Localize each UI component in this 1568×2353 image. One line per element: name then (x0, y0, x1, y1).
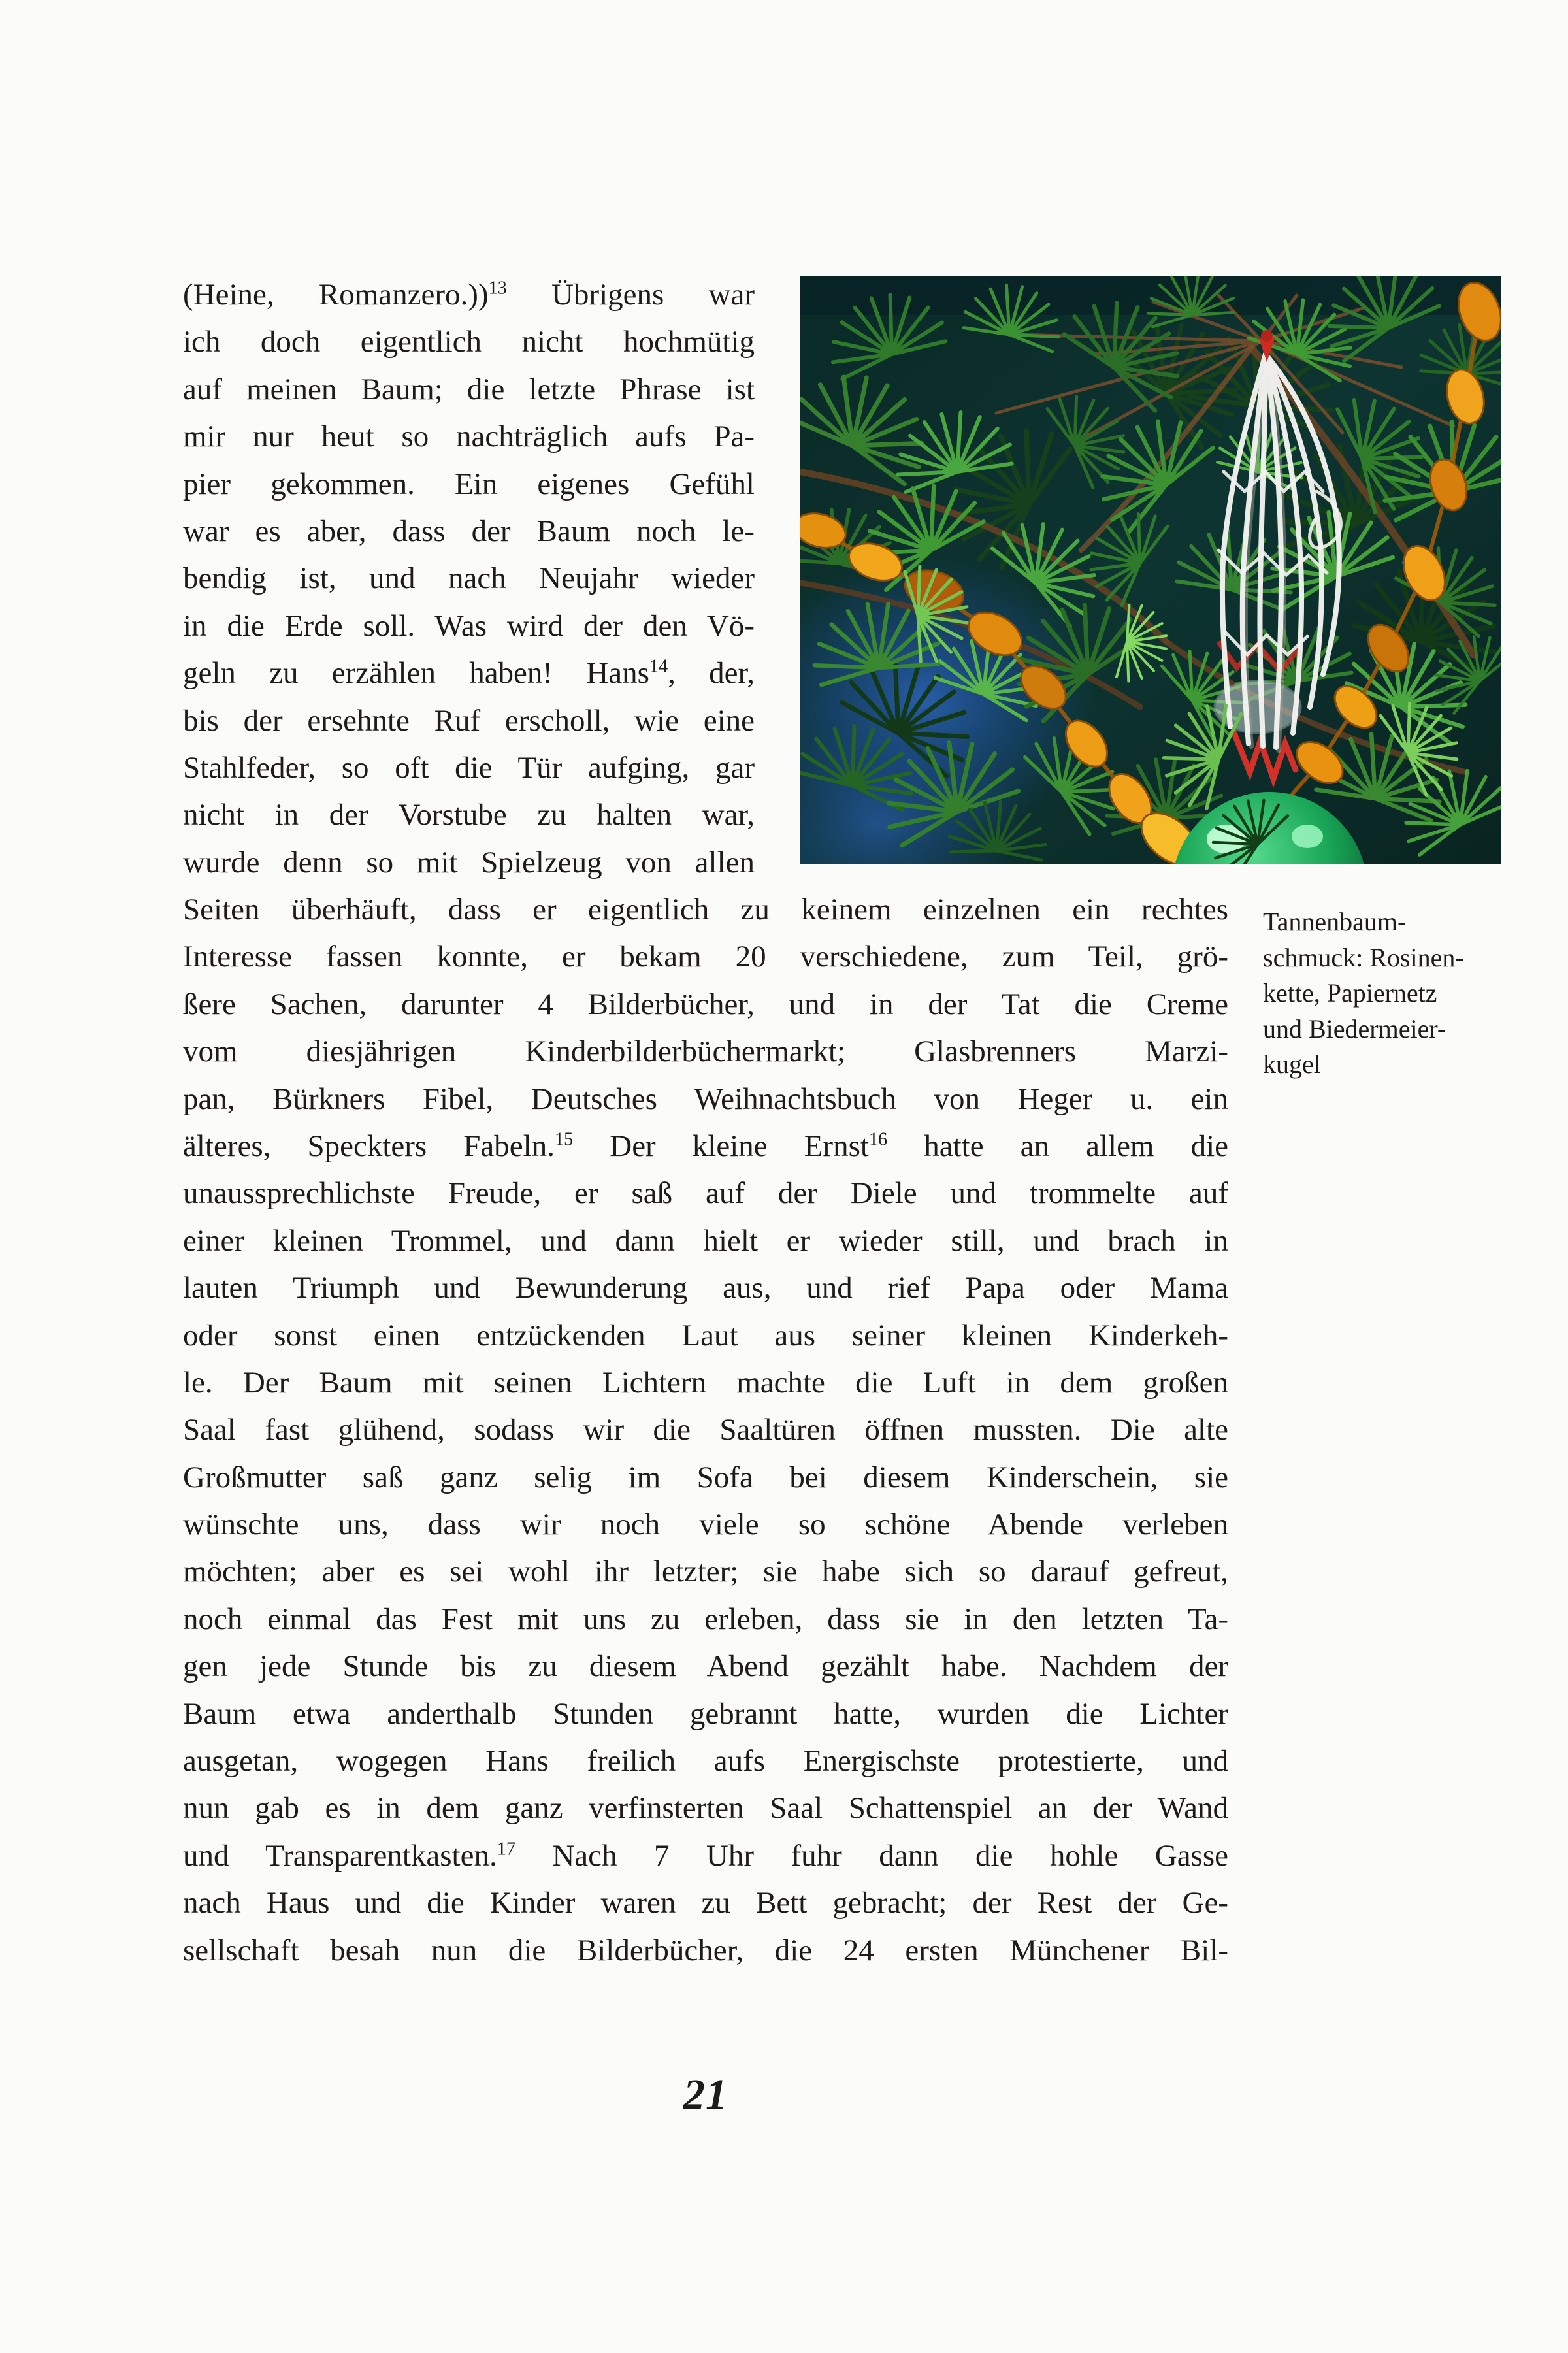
text-line: wünschte uns, dass wir noch viele so schöne Abende verleben (183, 1507, 1228, 1542)
text-line: Stahlfeder, so oft die Tür aufging, gar (183, 750, 755, 785)
text-line: kette, Papiernetz (1263, 978, 1437, 1008)
text-line: (Heine, Romanzero.))$^{13}$ Übrigens war (183, 278, 755, 312)
photo-caption (1263, 904, 1511, 1083)
text-line: gen jede Stunde bis zu diesem Abend gezählt habe. Nachdem der (183, 1649, 1228, 1684)
text-line: schmuck: Rosinen- (1263, 942, 1464, 972)
text-line: oder sonst einen entzückenden Laut aus seiner kleinen Kinderkeh- (183, 1318, 1228, 1353)
text-line: nun gab es in dem ganz verfinsterten Saal Schattenspiel an der Wand (183, 1791, 1228, 1826)
text-line: Interesse fassen konnte, er bekam 20 verschiedene, zum Teil, grö- (183, 940, 1228, 974)
text-line: le. Der Baum mit seinen Lichtern machte die Luft in dem großen (183, 1365, 1228, 1400)
text-line: kugel (1263, 1049, 1321, 1079)
text-line: war es aber, dass der Baum noch le- (183, 514, 755, 548)
text-line: lauten Triumph und Bewunderung aus, und rief Papa oder Mama (183, 1271, 1228, 1306)
text-line: bis der ersehnte Ruf erscholl, wie eine (183, 703, 755, 738)
page-number: 21 (683, 2071, 728, 2118)
text-line: Tannenbaum- (1263, 907, 1407, 936)
text-line: pier gekommen. Ein eigenes Gefühl (183, 467, 755, 501)
text-line: möchten; aber es sei wohl ihr letzter; sie habe sich so darauf gefreut, (183, 1555, 1228, 1589)
text-line: in die Erde soll. Was wird der den Vö- (183, 608, 755, 643)
body-text-wide-column (183, 886, 1228, 1974)
text-line: geln zu erzählen haben! Hans$^{14}$, der, (183, 656, 755, 691)
text-line: ausgetan, wogegen Hans freilich aufs Energischste protestierte, und (183, 1744, 1228, 1779)
text-line: bendig ist, und nach Neujahr wieder (183, 561, 755, 596)
text-line: pan, Bürkners Fibel, Deutsches Weihnachtsbuch von Heger u. ein (183, 1081, 1228, 1116)
text-line: sellschaft besah nun die Bilderbücher, die 24 ersten Münchener Bil- (183, 1933, 1228, 1967)
text-line: noch einmal das Fest mit uns zu erleben, dass sie in den letzten Ta- (183, 1602, 1228, 1636)
text-line: Seiten überhäuft, dass er eigentlich zu keinem einzelnen ein rechtes (183, 893, 1228, 927)
text-line: Baum etwa anderthalb Stunden gebrannt hatte, wurden die Lichter (183, 1696, 1228, 1731)
text-line: nicht in der Vorstube zu halten war, (183, 798, 755, 832)
text-line: ich doch eigentlich nicht hochmütig (183, 325, 755, 359)
text-line: Saal fast glühend, sodass wir die Saaltüren öffnen mussten. Die alte (183, 1413, 1228, 1447)
text-line: Großmutter saß ganz selig im Sofa bei diesem Kinderschein, sie (183, 1460, 1228, 1494)
text-line: unaussprechlichste Freude, er saß auf der Diele und trommelte auf (183, 1176, 1228, 1211)
body-text-narrow-column (183, 271, 755, 886)
christmas-branch-illustration (800, 276, 1501, 864)
text-line: älteres, Speckters Fabeln.$^{15}$ Der kleine Ernst$^{16}$ hatte an allem die (183, 1128, 1228, 1163)
text-line: einer kleinen Trommel, und dann hielt er wieder still, und brach in (183, 1223, 1228, 1258)
text-line: und Transparentkasten.$^{17}$ Nach 7 Uhr fuhr dann die hohle Gasse (183, 1838, 1228, 1873)
text-line: und Biedermeier- (1263, 1013, 1446, 1044)
text-line: ßere Sachen, darunter 4 Bilderbücher, und in der Tat die Creme (183, 987, 1228, 1021)
text-line: wurde denn so mit Spielzeug von allen (183, 845, 755, 880)
text-line: auf meinen Baum; die letzte Phrase ist (183, 372, 755, 406)
text-line: mir nur heut so nachträglich aufs Pa- (183, 420, 755, 454)
tree-ornament-photo (800, 276, 1501, 864)
text-line: vom diesjährigen Kinderbilderbüchermarkt; Glasbrenners Marzi- (183, 1034, 1228, 1069)
text-line: nach Haus und die Kinder waren zu Bett gebracht; der Rest der Ge- (183, 1886, 1228, 1920)
